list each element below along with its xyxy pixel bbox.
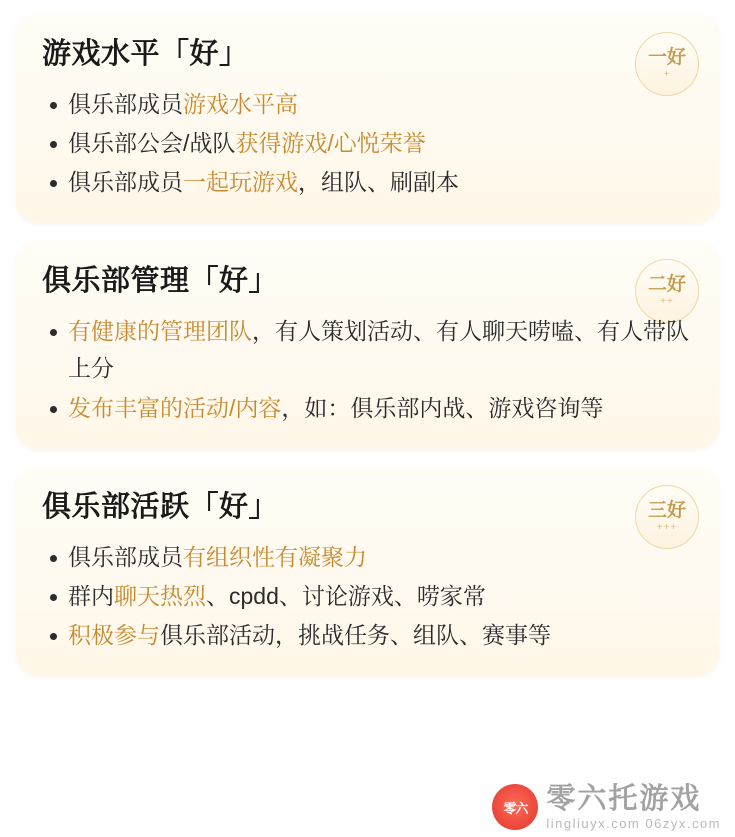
bullet-item	[42, 617, 693, 654]
info-card	[16, 467, 719, 676]
plain-text: 俱乐部成员	[68, 543, 183, 570]
bullet-list	[42, 86, 693, 202]
highlight-text: 发布丰富的活动/内容	[68, 394, 282, 421]
watermark-sub-text: lingliuyx.com 06zyx.com	[546, 816, 721, 831]
highlight-text: 有健康的管理团队	[68, 318, 252, 345]
plain-text: 俱乐部成员	[68, 169, 183, 196]
plain-text: 俱乐部公会/战队	[68, 129, 236, 156]
watermark-logo-text: 零六	[503, 800, 528, 816]
highlight-text: 聊天热烈	[114, 582, 206, 609]
bullet-item	[42, 125, 693, 162]
bullet-item	[42, 390, 693, 427]
highlight-text: 获得游戏/心悦荣誉	[235, 129, 426, 156]
bullet-item	[42, 86, 693, 123]
watermark-text	[546, 784, 721, 831]
plain-text: 、cpdd、讨论游戏、唠家常	[206, 582, 486, 609]
info-card	[16, 14, 719, 223]
bullet-item	[42, 578, 693, 615]
card-title: 俱乐部管理「好」	[42, 265, 279, 298]
card-title: 俱乐部活跃「好」	[42, 490, 279, 523]
rank-badge-label: 一好	[647, 47, 686, 68]
watermark-main-text: 零六托游戏	[546, 782, 702, 815]
rank-badge-dots: +++	[656, 521, 678, 533]
watermark	[492, 784, 721, 831]
plain-text: ，组队、刷副本	[298, 169, 459, 196]
rank-badge-label: 二好	[647, 274, 686, 296]
highlight-text: 游戏水平高	[183, 90, 298, 117]
bullet-item	[42, 539, 693, 576]
rank-badge-label: 三好	[647, 499, 686, 521]
plain-text: 俱乐部成员	[68, 90, 183, 117]
watermark-logo-icon	[492, 784, 538, 830]
plain-text: ，有人策划活动、有人聊天唠嗑、有人带队上分	[68, 318, 689, 382]
rank-badge-dots: +	[663, 69, 671, 80]
plain-text: 俱乐部活动，挑战任务、组队、赛事等	[160, 622, 551, 649]
info-card	[16, 241, 719, 448]
rank-badge-dots: ++	[660, 296, 674, 308]
highlight-text: 积极参与	[68, 622, 160, 649]
plain-text: 群内	[68, 582, 114, 609]
cards-container	[16, 14, 719, 676]
highlight-text: 一起玩游戏	[183, 169, 298, 196]
bullet-item	[42, 313, 693, 388]
card-title: 游戏水平「好」	[42, 38, 249, 70]
bullet-item	[42, 164, 693, 201]
plain-text: ，如：俱乐部内战、游戏咨询等	[281, 394, 604, 421]
bullet-list	[42, 539, 693, 655]
bullet-list	[42, 313, 693, 427]
highlight-text: 有组织性有凝聚力	[183, 543, 367, 570]
